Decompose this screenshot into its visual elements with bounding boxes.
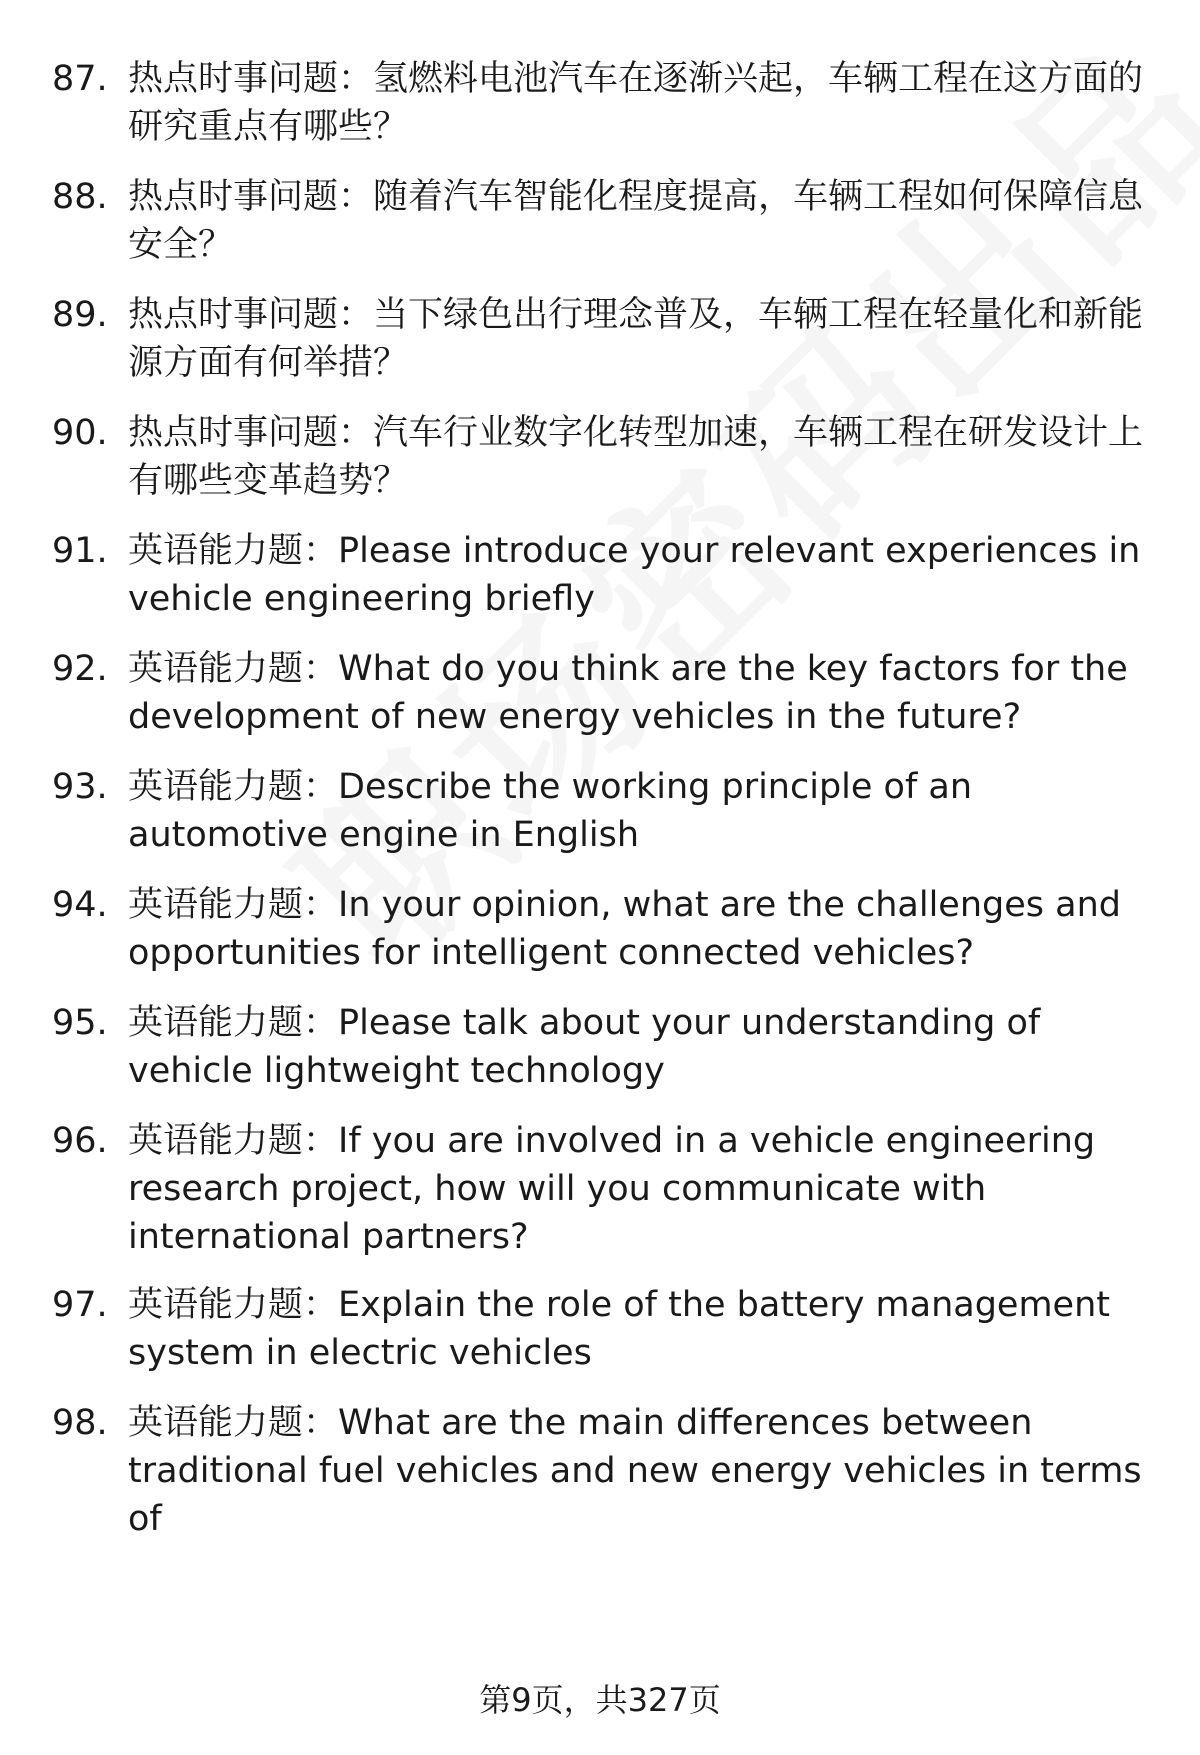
question-text: What do you think are the key factors for the development of new energy vehicles in the future?: [128, 649, 1128, 737]
question-text: 汽车行业数字化转型加速，车辆工程在研发设计上有哪些变革趋势？: [128, 413, 1144, 501]
question-number: 97.: [52, 1285, 108, 1325]
question-number: 96.: [52, 1121, 108, 1161]
list-item: [52, 527, 1162, 623]
question-number: 90.: [52, 413, 108, 453]
question-text: In your opinion, what are the challenges and opportunities for intelligent connected vehicles?: [128, 885, 1121, 973]
question-body: [128, 291, 1162, 387]
list-item: [52, 1399, 1162, 1543]
question-text: 当下绿色出行理念普及，车辆工程在轻量化和新能源方面有何举措？: [128, 295, 1144, 383]
question-body: [128, 409, 1162, 505]
list-item: [52, 1117, 1162, 1261]
question-category: 热点时事问题：: [128, 295, 374, 335]
question-text: Please talk about your understanding of vehicle lightweight technology: [128, 1003, 1041, 1091]
question-body: [128, 999, 1162, 1095]
question-category: 热点时事问题：: [128, 177, 374, 217]
list-item: [52, 173, 1162, 269]
question-body: [128, 881, 1162, 977]
question-number: 92.: [52, 649, 108, 689]
question-category: 英语能力题：: [128, 1285, 339, 1325]
list-item: [52, 291, 1162, 387]
question-text: If you are involved in a vehicle engineering research project, how will you communicate with international partners?: [128, 1121, 1096, 1257]
question-category: 英语能力题：: [128, 767, 339, 807]
question-body: [128, 173, 1162, 269]
list-item: [52, 999, 1162, 1095]
question-body: [128, 763, 1162, 859]
question-category: 英语能力题：: [128, 649, 339, 689]
question-number: 94.: [52, 885, 108, 925]
question-body: [128, 55, 1162, 151]
list-item: [52, 763, 1162, 859]
question-category: 英语能力题：: [128, 531, 339, 571]
question-body: [128, 1117, 1162, 1261]
question-category: 英语能力题：: [128, 1003, 339, 1043]
question-text: 随着汽车智能化程度提高，车辆工程如何保障信息安全？: [128, 177, 1144, 265]
question-number: 88.: [52, 177, 108, 217]
question-body: [128, 645, 1162, 741]
list-item: [52, 645, 1162, 741]
list-item: [52, 881, 1162, 977]
page-footer: 第9页，共327页: [479, 1681, 721, 1719]
question-text: 氢燃料电池汽车在逐渐兴起，车辆工程在这方面的研究重点有哪些？: [128, 59, 1144, 147]
question-number: 93.: [52, 767, 108, 807]
list-item: [52, 55, 1162, 151]
question-number: 95.: [52, 1003, 108, 1043]
question-body: [128, 1399, 1162, 1543]
question-category: 英语能力题：: [128, 885, 339, 925]
question-number: 89.: [52, 295, 108, 335]
question-body: [128, 1281, 1162, 1377]
question-number: 91.: [52, 531, 108, 571]
question-body: [128, 527, 1162, 623]
question-text: Explain the role of the battery management system in electric vehicles: [128, 1285, 1110, 1373]
watermark: [230, 0, 1200, 1013]
question-category: 热点时事问题：: [128, 413, 374, 453]
question-category: 热点时事问题：: [128, 59, 374, 99]
question-category: 英语能力题：: [128, 1121, 339, 1161]
question-category: 英语能力题：: [128, 1403, 339, 1443]
question-text: Describe the working principle of an automotive engine in English: [128, 767, 973, 855]
question-text: What are the main differences between traditional fuel vehicles and new energy vehicles in terms of: [128, 1403, 1142, 1539]
question-number: 98.: [52, 1403, 108, 1443]
list-item: [52, 409, 1162, 505]
list-item: [52, 1281, 1162, 1377]
question-text: Please introduce your relevant experiences in vehicle engineering briefly: [128, 531, 1141, 619]
question-number: 87.: [52, 59, 108, 99]
